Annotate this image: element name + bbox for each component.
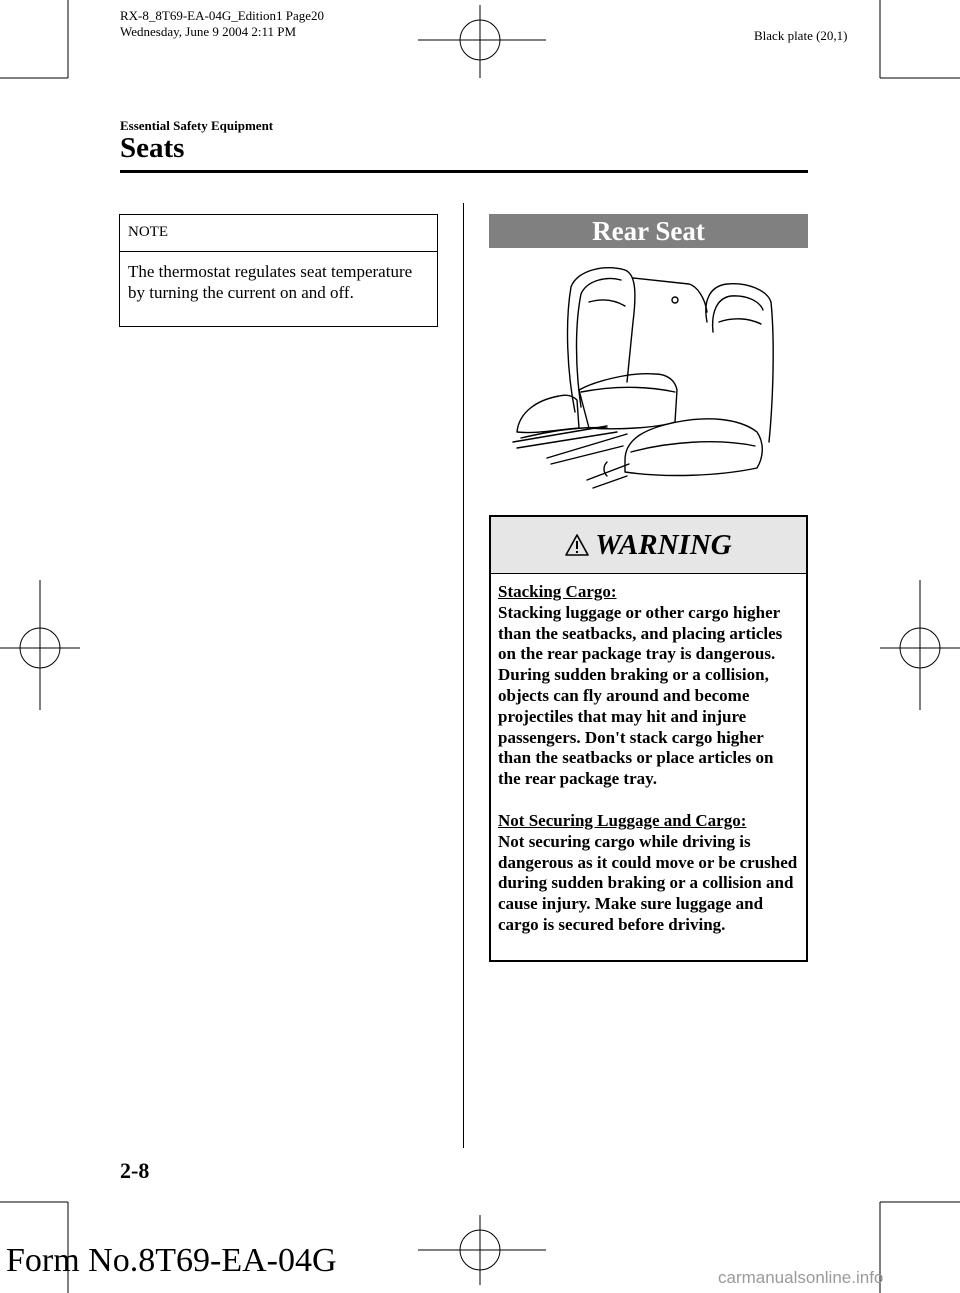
note-text: The thermostat regulates seat temperature by turning the current on and off. (128, 262, 413, 302)
warning-subheading-securing: Not Securing Luggage and Cargo: (498, 810, 747, 830)
plate-label: Black plate (20,1) (754, 28, 848, 43)
warning-text-securing: Not securing cargo while driving is dangerous as it could move or be crushed during sudden braking or a collision and cause injury. Make sure luggage and cargo is secured before driving. (498, 831, 798, 934)
warning-text-stacking: Stacking luggage or other cargo higher than the seatbacks, and placing articles on the rear package tray is dangerous. During sudden braking or a collision, objects can fly around and become projectiles that may hit and injure passengers. Don't stack cargo higher than the seatbacks or place articles on the rear package tray. (498, 602, 783, 789)
note-box (119, 214, 438, 327)
column-divider (463, 203, 464, 1148)
warning-triangle-icon (565, 534, 589, 556)
warning-header (491, 517, 806, 574)
note-header (120, 215, 437, 252)
watermark[interactable]: carmanualsonline.info (718, 1268, 884, 1287)
rear-seat-heading: Rear Seat (489, 214, 808, 248)
warning-box (489, 515, 808, 962)
warning-subheading-stacking: Stacking Cargo: (498, 582, 617, 601)
page-title: Seats (120, 132, 185, 164)
note-label: NOTE (128, 224, 168, 240)
title-rule (120, 170, 808, 173)
warning-body (491, 574, 806, 936)
print-file-name: RX-8_8T69-EA-04G_Edition1 Page20 (120, 8, 325, 23)
form-number: Form No.8T69-EA-04G (6, 1242, 337, 1279)
warning-title: WARNING (595, 528, 732, 561)
rear-seat-illustration (507, 262, 787, 492)
print-timestamp: Wednesday, June 9 2004 2:11 PM (120, 24, 297, 39)
print-file-info (120, 8, 324, 40)
section-label: Essential Safety Equipment (120, 118, 274, 133)
page-number: 2-8 (120, 1158, 150, 1183)
